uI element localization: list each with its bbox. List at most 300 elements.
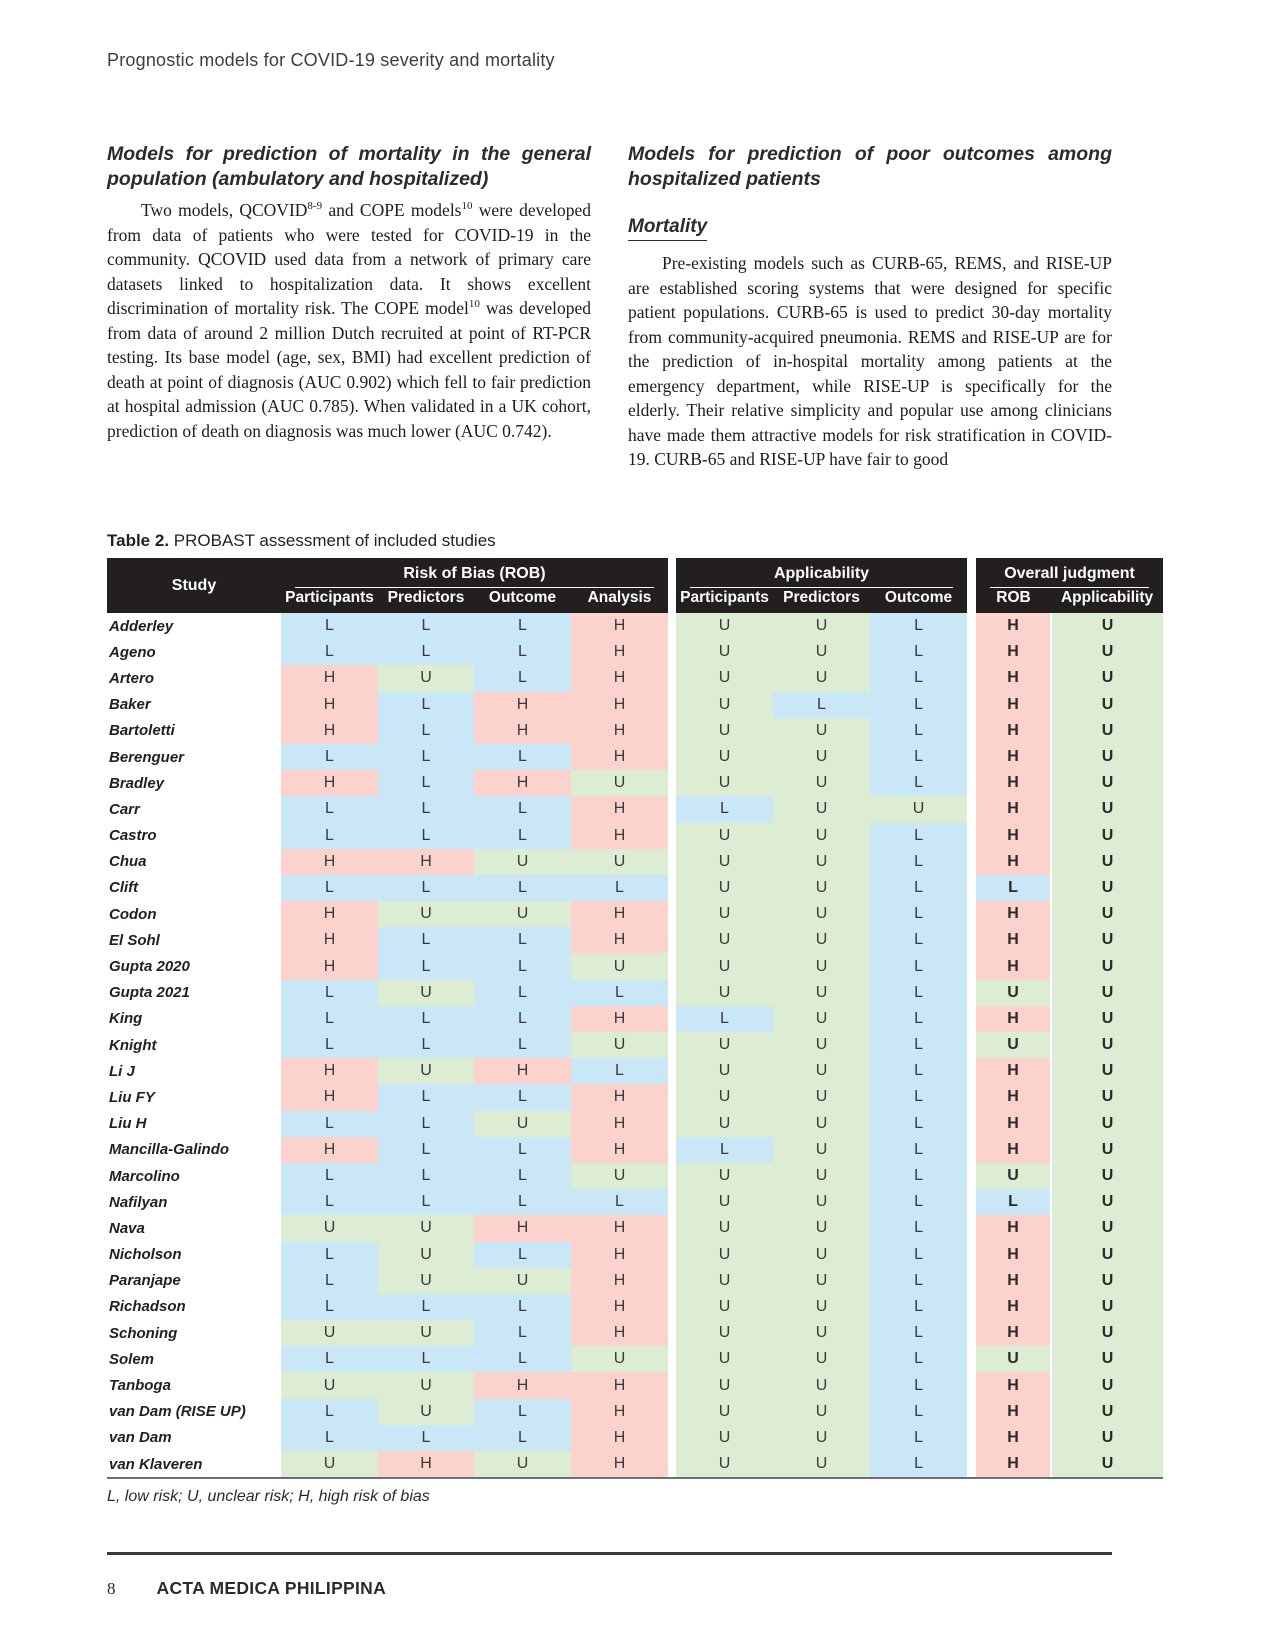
grade-cell: L	[378, 613, 474, 639]
group-separator	[967, 1372, 976, 1398]
probast-table-section	[107, 531, 1163, 1506]
study-name: Artero	[107, 665, 281, 691]
group-separator	[668, 823, 676, 849]
grade-cell: H	[976, 823, 1051, 849]
grade-cell: U	[1051, 1346, 1163, 1372]
grade-cell: H	[571, 1451, 668, 1478]
grade-cell: L	[870, 1425, 967, 1451]
study-name: Richadson	[107, 1294, 281, 1320]
grade-cell: H	[976, 1425, 1051, 1451]
grade-cell: L	[474, 1189, 571, 1215]
grade-cell: U	[1051, 1372, 1163, 1398]
group-separator	[967, 1346, 976, 1372]
grade-cell: U	[676, 1058, 773, 1084]
table-row	[107, 613, 1163, 639]
study-name: Nava	[107, 1215, 281, 1241]
grade-cell: U	[1051, 1215, 1163, 1241]
grade-cell: L	[281, 1006, 378, 1032]
citation-superscript: 10	[461, 200, 473, 213]
grade-cell: U	[773, 1320, 870, 1346]
grade-cell: L	[474, 823, 571, 849]
grade-cell: U	[1051, 1058, 1163, 1084]
grade-cell: U	[676, 770, 773, 796]
grade-cell: U	[676, 639, 773, 665]
grade-cell: L	[870, 1137, 967, 1163]
column-header-study: Study	[107, 558, 281, 613]
grade-cell: H	[976, 1268, 1051, 1294]
grade-cell: U	[773, 875, 870, 901]
group-separator	[668, 558, 676, 613]
grade-cell: H	[571, 1215, 668, 1241]
grade-cell: U	[976, 1346, 1051, 1372]
group-separator	[668, 744, 676, 770]
study-name: Bartoletti	[107, 718, 281, 744]
grade-cell: U	[676, 1215, 773, 1241]
grade-cell: L	[378, 1346, 474, 1372]
grade-cell: L	[870, 1163, 967, 1189]
study-name: Nicholson	[107, 1242, 281, 1268]
grade-cell: L	[378, 1294, 474, 1320]
table-row	[107, 1215, 1163, 1241]
grade-cell: L	[281, 1242, 378, 1268]
group-separator	[668, 1242, 676, 1268]
group-separator	[967, 1189, 976, 1215]
table-row	[107, 1425, 1163, 1451]
grade-cell: H	[976, 1111, 1051, 1137]
group-separator	[967, 1399, 976, 1425]
group-separator	[967, 927, 976, 953]
grade-cell: U	[1051, 849, 1163, 875]
probast-table-body	[107, 613, 1163, 1478]
grade-cell: L	[870, 1084, 967, 1110]
grade-cell: L	[870, 1320, 967, 1346]
grade-cell: L	[571, 875, 668, 901]
grade-cell: H	[976, 849, 1051, 875]
grade-cell: L	[378, 1189, 474, 1215]
grade-cell: U	[870, 796, 967, 822]
grade-cell: H	[474, 692, 571, 718]
grade-cell: U	[378, 1372, 474, 1398]
grade-cell: H	[571, 744, 668, 770]
grade-cell: L	[474, 1006, 571, 1032]
study-name: Solem	[107, 1346, 281, 1372]
column-header-rob-predictors: Predictors	[378, 588, 474, 613]
grade-cell: U	[676, 613, 773, 639]
group-separator	[967, 665, 976, 691]
group-separator	[668, 718, 676, 744]
grade-cell: U	[474, 1268, 571, 1294]
grade-cell: L	[474, 796, 571, 822]
grade-cell: U	[773, 1399, 870, 1425]
grade-cell: L	[378, 1163, 474, 1189]
group-separator	[967, 1006, 976, 1032]
paragraph-qcovid-cope: Two models, QCOVID$^{8-9}$ and COPE models$^{10}$ were developed from data of patients who were tested for COVID-19 in the community. QCOVID used data from a network of primary care datasets linked to hospitalization data. It shows excellent discrimination of mortality risk. The COPE model$^{10}$ was developed from data of around 2 million Dutch recruited at point of RT-PCR testing. Its base model (age, sex, BMI) had excellent prediction of death at point of diagnosis (AUC 0.902) which fell to fair prediction at hospital admission (AUC 0.785). When validated in a UK cohort, prediction of death on diagnosis was much lower (AUC 0.742).	[107, 200, 591, 441]
grade-cell: U	[281, 1372, 378, 1398]
grade-cell: L	[870, 1189, 967, 1215]
grade-cell: U	[1051, 613, 1163, 639]
grade-cell: L	[378, 692, 474, 718]
group-separator	[668, 613, 676, 639]
grade-cell: U	[773, 953, 870, 979]
column-header-overall-applicability: Applicability	[1051, 588, 1163, 613]
grade-cell: H	[571, 639, 668, 665]
grade-cell: H	[281, 927, 378, 953]
group-separator	[967, 980, 976, 1006]
grade-cell: U	[1051, 1084, 1163, 1110]
grade-cell: L	[474, 980, 571, 1006]
group-separator	[668, 1451, 676, 1478]
group-separator	[668, 1294, 676, 1320]
grade-cell: L	[571, 1058, 668, 1084]
group-separator	[668, 1346, 676, 1372]
grade-cell: H	[281, 953, 378, 979]
grade-cell: L	[870, 718, 967, 744]
grade-cell: L	[281, 1346, 378, 1372]
study-name: Knight	[107, 1032, 281, 1058]
grade-cell: U	[1051, 1006, 1163, 1032]
grade-cell: L	[870, 665, 967, 691]
grade-cell: U	[676, 980, 773, 1006]
grade-cell: L	[281, 744, 378, 770]
grade-cell: U	[1051, 953, 1163, 979]
grade-cell: U	[1051, 744, 1163, 770]
grade-cell: L	[378, 823, 474, 849]
grade-cell: U	[773, 1084, 870, 1110]
grade-cell: U	[676, 1189, 773, 1215]
grade-cell: H	[571, 1294, 668, 1320]
grade-cell: U	[773, 901, 870, 927]
grade-cell: H	[571, 796, 668, 822]
study-name: Gupta 2020	[107, 953, 281, 979]
grade-cell: L	[281, 1032, 378, 1058]
grade-cell: U	[773, 1268, 870, 1294]
grade-cell: U	[976, 1032, 1051, 1058]
grade-cell: U	[773, 718, 870, 744]
grade-cell: U	[378, 901, 474, 927]
grade-cell: U	[676, 1163, 773, 1189]
grade-cell: U	[1051, 796, 1163, 822]
grade-cell: L	[870, 927, 967, 953]
table-row	[107, 1189, 1163, 1215]
grade-cell: L	[474, 1294, 571, 1320]
text-columns	[107, 142, 1112, 472]
grade-cell: H	[571, 927, 668, 953]
grade-cell: L	[571, 1189, 668, 1215]
study-name: Chua	[107, 849, 281, 875]
grade-cell: U	[676, 875, 773, 901]
study-name: Codon	[107, 901, 281, 927]
grade-cell: H	[976, 927, 1051, 953]
grade-cell: U	[773, 1346, 870, 1372]
grade-cell: L	[474, 1346, 571, 1372]
footer-rule	[107, 1552, 1112, 1555]
grade-cell: H	[976, 665, 1051, 691]
table-header-groups	[107, 558, 1163, 588]
grade-cell: U	[676, 1346, 773, 1372]
grade-cell: H	[281, 770, 378, 796]
grade-cell: H	[571, 1006, 668, 1032]
grade-cell: L	[474, 1084, 571, 1110]
grade-cell: U	[676, 1451, 773, 1478]
grade-cell: U	[1051, 1242, 1163, 1268]
grade-cell: L	[474, 744, 571, 770]
grade-cell: U	[1051, 927, 1163, 953]
study-name: Adderley	[107, 613, 281, 639]
grade-cell: L	[870, 980, 967, 1006]
grade-cell: H	[571, 1425, 668, 1451]
grade-cell: H	[571, 1268, 668, 1294]
grade-cell: L	[870, 875, 967, 901]
grade-cell: L	[378, 927, 474, 953]
table-row	[107, 875, 1163, 901]
grade-cell: H	[571, 1084, 668, 1110]
group-separator	[668, 770, 676, 796]
grade-cell: H	[281, 901, 378, 927]
group-separator	[967, 1268, 976, 1294]
grade-cell: U	[773, 1451, 870, 1478]
grade-cell: U	[474, 1111, 571, 1137]
grade-cell: L	[378, 744, 474, 770]
grade-cell: H	[571, 823, 668, 849]
section-heading-poor-outcomes: Models for prediction of poor outcomes among hospitalized patients	[628, 143, 1112, 190]
grade-cell: L	[474, 1399, 571, 1425]
grade-cell: U	[773, 1163, 870, 1189]
grade-cell: U	[676, 953, 773, 979]
grade-cell: H	[976, 1451, 1051, 1478]
grade-cell: L	[976, 1189, 1051, 1215]
table-row	[107, 665, 1163, 691]
right-column	[628, 142, 1112, 472]
section-heading-mortality-general: Models for prediction of mortality in the general population (ambulatory and hospitalized)	[107, 143, 591, 190]
grade-cell: U	[571, 849, 668, 875]
grade-cell: L	[870, 744, 967, 770]
grade-cell: H	[976, 1215, 1051, 1241]
table-row	[107, 1137, 1163, 1163]
grade-cell: U	[378, 665, 474, 691]
table-row	[107, 953, 1163, 979]
group-separator	[668, 1268, 676, 1294]
group-separator	[668, 1058, 676, 1084]
grade-cell: U	[1051, 1137, 1163, 1163]
grade-cell: U	[1051, 1294, 1163, 1320]
grade-cell: L	[773, 692, 870, 718]
grade-cell: H	[976, 692, 1051, 718]
grade-cell: U	[378, 1320, 474, 1346]
group-separator	[668, 1084, 676, 1110]
grade-cell: U	[676, 1084, 773, 1110]
group-separator	[967, 639, 976, 665]
grade-cell: L	[870, 849, 967, 875]
grade-cell: L	[474, 1137, 571, 1163]
grade-cell: H	[976, 1006, 1051, 1032]
grade-cell: U	[1051, 718, 1163, 744]
grade-cell: U	[773, 1242, 870, 1268]
table-row	[107, 901, 1163, 927]
grade-cell: U	[1051, 875, 1163, 901]
grade-cell: L	[281, 1111, 378, 1137]
grade-cell: L	[870, 1215, 967, 1241]
paragraph-preexisting-models: Pre-existing models such as CURB-65, REMS, and RISE-UP are established scoring systems that were designed for specific patient populations. CURB-65 is used to predict 30-day mortality from community-acquired pneumonia. REMS and RISE-UP are for the prediction of in-hospital mortality among patients at the emergency department, while RISE-UP is specifically for the elderly. Their relative simplicity and popular use among clinicians have made them attractive models for risk stratification in COVID-19. CURB-65 and RISE-UP have fair to good	[628, 253, 1112, 469]
grade-cell: U	[1051, 823, 1163, 849]
grade-cell: U	[676, 1372, 773, 1398]
grade-cell: H	[976, 770, 1051, 796]
grade-cell: U	[1051, 1163, 1163, 1189]
group-separator	[668, 796, 676, 822]
grade-cell: U	[773, 927, 870, 953]
grade-cell: H	[571, 692, 668, 718]
grade-cell: U	[1051, 692, 1163, 718]
grade-cell: L	[281, 1163, 378, 1189]
table-row	[107, 1320, 1163, 1346]
group-separator	[967, 613, 976, 639]
grade-cell: U	[1051, 639, 1163, 665]
grade-cell: H	[571, 901, 668, 927]
grade-cell: L	[676, 796, 773, 822]
grade-cell: U	[1051, 1111, 1163, 1137]
grade-cell: L	[870, 639, 967, 665]
grade-cell: L	[378, 796, 474, 822]
left-column	[107, 142, 591, 472]
group-separator	[668, 1163, 676, 1189]
group-separator	[967, 558, 976, 613]
grade-cell: U	[1051, 980, 1163, 1006]
table-row	[107, 1268, 1163, 1294]
group-separator	[668, 849, 676, 875]
subsection-heading-mortality: Mortality	[628, 216, 1112, 241]
grade-cell: U	[676, 1294, 773, 1320]
grade-cell: L	[870, 901, 967, 927]
grade-cell: U	[676, 1320, 773, 1346]
grade-cell: L	[378, 1006, 474, 1032]
grade-cell: L	[378, 875, 474, 901]
grade-cell: U	[676, 1032, 773, 1058]
column-header-app-participants: Participants	[676, 588, 773, 613]
group-separator	[668, 953, 676, 979]
grade-cell: U	[773, 849, 870, 875]
group-separator	[967, 849, 976, 875]
grade-cell: L	[870, 1032, 967, 1058]
table-caption-text: PROBAST assessment of included studies	[169, 531, 496, 550]
grade-cell: U	[474, 901, 571, 927]
grade-cell: U	[474, 1451, 571, 1478]
study-name: Baker	[107, 692, 281, 718]
grade-cell: H	[571, 1320, 668, 1346]
grade-cell: U	[1051, 1032, 1163, 1058]
grade-cell: L	[870, 613, 967, 639]
grade-cell: L	[281, 1268, 378, 1294]
grade-cell: L	[378, 718, 474, 744]
study-name: Tanboga	[107, 1372, 281, 1398]
group-separator	[668, 1032, 676, 1058]
grade-cell: L	[378, 953, 474, 979]
grade-cell: L	[870, 770, 967, 796]
study-name: van Klaveren	[107, 1451, 281, 1478]
grade-cell: U	[676, 1111, 773, 1137]
table-row	[107, 980, 1163, 1006]
group-separator	[967, 1058, 976, 1084]
grade-cell: U	[676, 823, 773, 849]
table-row	[107, 1084, 1163, 1110]
grade-cell: H	[976, 1137, 1051, 1163]
running-head: Prognostic models for COVID-19 severity and mortality	[107, 50, 555, 70]
study-name: van Dam	[107, 1425, 281, 1451]
grade-cell: H	[378, 1451, 474, 1478]
grade-cell: U	[773, 1189, 870, 1215]
grade-cell: L	[474, 1032, 571, 1058]
grade-cell: H	[976, 639, 1051, 665]
grade-cell: U	[773, 796, 870, 822]
study-name: van Dam (RISE UP)	[107, 1399, 281, 1425]
study-name: Gupta 2021	[107, 980, 281, 1006]
grade-cell: U	[773, 1006, 870, 1032]
grade-cell: U	[1051, 1320, 1163, 1346]
grade-cell: L	[378, 639, 474, 665]
grade-cell: U	[773, 823, 870, 849]
grade-cell: U	[773, 613, 870, 639]
grade-cell: U	[676, 718, 773, 744]
grade-cell: H	[976, 796, 1051, 822]
group-separator	[967, 770, 976, 796]
grade-cell: L	[976, 875, 1051, 901]
column-header-app-outcome: Outcome	[870, 588, 967, 613]
grade-cell: H	[474, 770, 571, 796]
grade-cell: L	[378, 1137, 474, 1163]
citation-superscript: 8-9	[307, 200, 323, 213]
grade-cell: H	[976, 718, 1051, 744]
group-separator	[668, 1111, 676, 1137]
column-header-app-predictors: Predictors	[773, 588, 870, 613]
grade-cell: H	[281, 692, 378, 718]
grade-cell: U	[378, 1215, 474, 1241]
table-caption	[107, 531, 1163, 551]
grade-cell: H	[281, 1084, 378, 1110]
grade-cell: U	[1051, 665, 1163, 691]
grade-cell: U	[773, 665, 870, 691]
grade-cell: U	[281, 1451, 378, 1478]
column-header-rob-outcome: Outcome	[474, 588, 571, 613]
group-separator	[967, 1425, 976, 1451]
study-name: Paranjape	[107, 1268, 281, 1294]
group-separator	[668, 1399, 676, 1425]
study-name: Clift	[107, 875, 281, 901]
group-separator	[668, 665, 676, 691]
grade-cell: U	[1051, 1451, 1163, 1478]
grade-cell: H	[976, 1084, 1051, 1110]
grade-cell: U	[676, 1242, 773, 1268]
grade-cell: U	[571, 770, 668, 796]
grade-cell: H	[976, 1372, 1051, 1398]
group-separator	[668, 980, 676, 1006]
grade-cell: L	[870, 1294, 967, 1320]
grade-cell: U	[976, 1163, 1051, 1189]
grade-cell: U	[1051, 1399, 1163, 1425]
grade-cell: U	[571, 1163, 668, 1189]
grade-cell: U	[773, 744, 870, 770]
grade-cell: U	[773, 1058, 870, 1084]
grade-cell: L	[676, 1006, 773, 1032]
group-separator	[967, 1451, 976, 1478]
citation-superscript: 10	[468, 298, 480, 311]
table-row	[107, 1006, 1163, 1032]
grade-cell: U	[773, 1215, 870, 1241]
grade-cell: L	[676, 1137, 773, 1163]
grade-cell: L	[870, 1346, 967, 1372]
group-separator	[967, 692, 976, 718]
grade-cell: H	[474, 1372, 571, 1398]
grade-cell: L	[474, 1163, 571, 1189]
group-separator	[967, 718, 976, 744]
journal-name: ACTA MEDICA PHILIPPINA	[156, 1578, 387, 1598]
